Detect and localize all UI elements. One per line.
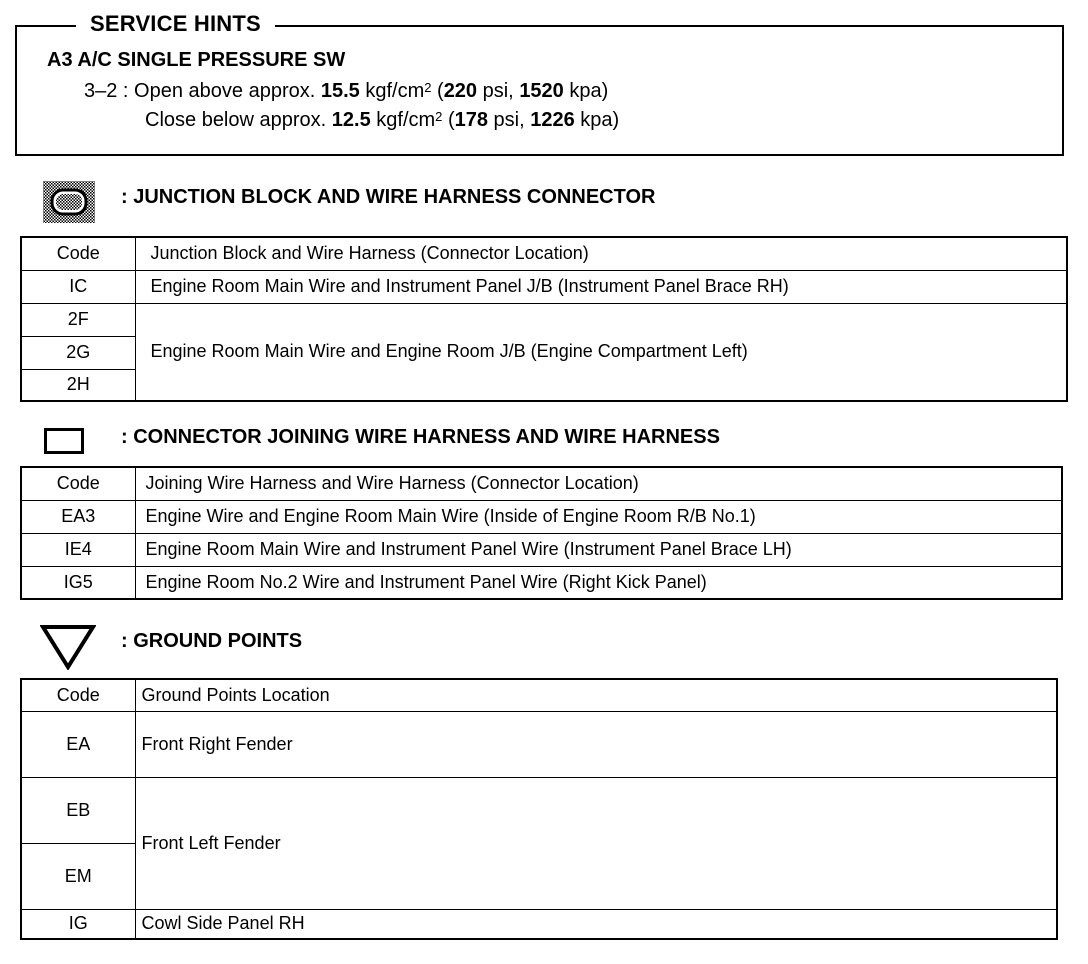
paren-open: ( [431,80,444,102]
junction-block-table [20,236,1068,402]
unit-psi: psi, [477,80,520,102]
unit-exponent: 2 [424,80,432,95]
location-cell: Cowl Side Panel RH [135,909,1057,939]
connector-joining-table [20,466,1063,600]
column-header-location: Ground Points Location [135,679,1057,711]
code-cell: IE4 [21,533,135,566]
table-header-row [21,467,1062,500]
unit-kpa: kpa) [574,109,620,131]
column-header-location: Junction Block and Wire Harness (Connector Location) [135,237,1067,270]
location-cell: Engine Room No.2 Wire and Instrument Panel Wire (Right Kick Panel) [135,566,1062,599]
column-header-code: Code [21,679,135,711]
table-row [21,711,1057,777]
column-header-code: Code [21,467,135,500]
unit-kpa: kpa) [563,80,609,102]
pressure-kpa: 1520 [519,80,564,102]
hint-line-close [145,107,619,133]
hint-prefix: 3–2 : Open above approx. [84,80,321,102]
code-cell: EA [21,711,135,777]
unit-psi: psi, [488,109,531,131]
unit-kgf: kgf/cm [370,109,436,131]
location-cell: Front Right Fender [135,711,1057,777]
code-cell: IC [21,270,135,303]
ground-points-heading: : GROUND POINTS [121,630,303,652]
table-row [21,270,1067,303]
code-cell: IG5 [21,566,135,599]
service-hints-title: SERVICE HINTS [76,10,275,38]
location-cell: Engine Room Main Wire and Instrument Panel J/B (Instrument Panel Brace RH) [135,270,1067,303]
ground-points-table [20,678,1058,940]
location-cell: Engine Room Main Wire and Engine Room J/B (Engine Compartment Left) [135,303,1067,401]
hint-line-open [84,78,608,104]
code-cell: 2F [21,303,135,336]
pressure-kgf: 12.5 [331,109,371,131]
pressure-kgf: 15.5 [320,80,360,102]
unit-exponent: 2 [435,109,443,124]
code-cell: 2H [21,369,135,401]
table-row [21,533,1062,566]
connector-joining-rectangle-icon [44,428,84,454]
location-cell: Front Left Fender [135,777,1057,909]
column-header-location: Joining Wire Harness and Wire Harness (Connector Location) [135,467,1062,500]
code-cell: 2G [21,336,135,369]
junction-block-heading: : JUNCTION BLOCK AND WIRE HARNESS CONNECTOR [121,186,656,208]
table-header-row [21,237,1067,270]
hint-prefix: Close below approx. [145,109,332,131]
paren-open: ( [442,109,455,131]
code-cell: EA3 [21,500,135,533]
table-row [21,566,1062,599]
component-name: A3 A/C SINGLE PRESSURE SW [47,49,346,71]
code-cell: EB [21,777,135,843]
connector-joining-heading: : CONNECTOR JOINING WIRE HARNESS AND WIRE HARNESS [121,426,720,448]
unit-kgf: kgf/cm [359,80,425,102]
junction-block-connector-icon [42,180,96,224]
ground-point-triangle-icon [40,624,96,670]
table-row [21,909,1057,939]
column-header-code: Code [21,237,135,270]
table-header-row [21,679,1057,711]
table-row [21,303,1067,336]
code-cell: IG [21,909,135,939]
pressure-psi: 220 [443,80,478,102]
table-row [21,500,1062,533]
pressure-kpa: 1226 [530,109,575,131]
pressure-psi: 178 [454,109,488,131]
location-cell: Engine Room Main Wire and Instrument Panel Wire (Instrument Panel Brace LH) [135,533,1062,566]
location-cell: Engine Wire and Engine Room Main Wire (Inside of Engine Room R/B No.1) [135,500,1062,533]
table-row [21,777,1057,843]
code-cell: EM [21,843,135,909]
